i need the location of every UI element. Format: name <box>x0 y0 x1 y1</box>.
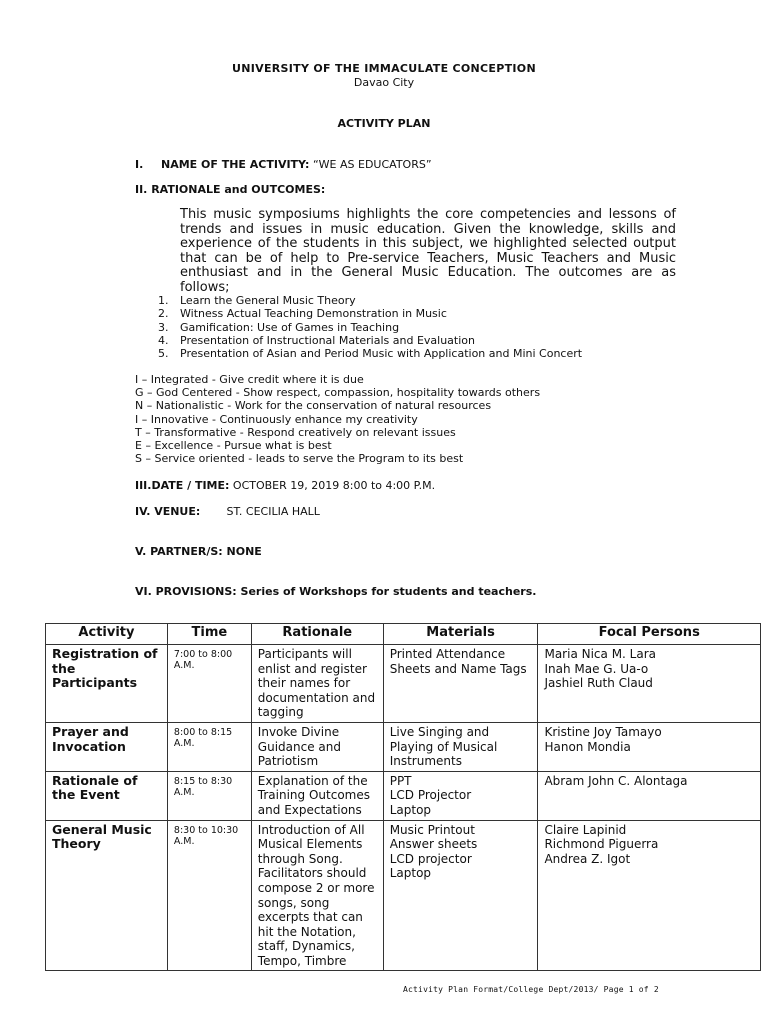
activity-cell: Registration of the Participants <box>46 645 168 723</box>
provisions-table <box>45 623 761 971</box>
section-label: VI. PROVISIONS: Series of Workshops for students and teachers. <box>135 585 537 598</box>
table-row <box>46 722 761 771</box>
table-row <box>46 771 761 820</box>
time-cell: 8:15 to 8:30 A.M. <box>167 771 251 820</box>
list-item: N – Nationalistic - Work for the conservation of natural resources <box>135 399 492 413</box>
section-provisions <box>135 585 536 598</box>
university-name: UNIVERSITY OF THE IMMACULATE CONCEPTION <box>232 62 536 75</box>
table-row <box>46 645 761 723</box>
column-header: Materials <box>383 624 538 645</box>
activity-cell: General Music Theory <box>46 820 168 971</box>
activity-name-value: “WE AS EDUCATORS” <box>312 158 432 171</box>
time-cell: 7:00 to 8:00 A.M. <box>167 645 251 723</box>
city-name: Davao City <box>353 76 415 89</box>
rationale-paragraph: This music symposiums highlights the core competencies and lessons of trends and issues in music education. Given the knowledge, skills and experience of the students in this subject, we highlighted selected output that can be of help to Pre-service Teachers, Music Teachers and Music enthusiast and in the General Music Education. The outcomes are as follows; <box>180 207 676 295</box>
rationale-cell: Explanation of the Training Outcomes and Expectations <box>251 771 383 820</box>
rationale-cell: Invoke Divine Guidance and Patriotism <box>251 722 383 771</box>
table-row <box>46 820 761 971</box>
section-label: NAME OF THE ACTIVITY: <box>161 158 310 171</box>
activity-cell: Prayer and Invocation <box>46 722 168 771</box>
list-item: I – Integrated - Give credit where it is due <box>135 373 364 386</box>
materials-cell: PPT LCD Projector Laptop <box>383 771 538 820</box>
column-header: Activity <box>46 624 168 645</box>
column-header: Focal Persons <box>538 624 761 645</box>
section-partners <box>135 545 262 558</box>
list-item: G – God Centered - Show respect, compassion, hospitality towards others <box>135 386 541 400</box>
table-header-row <box>46 624 761 645</box>
core-values-list <box>135 373 540 465</box>
list-item: T – Transformative - Respond creatively on relevant issues <box>135 425 456 439</box>
rationale-cell: Participants will enlist and register their names for documentation and tagging <box>251 645 383 723</box>
section-label: IV. VENUE: <box>135 505 201 518</box>
section-rationale-heading <box>135 183 325 196</box>
list-item: I – Innovative - Continuously enhance my creativity <box>135 412 418 426</box>
column-header: Rationale <box>251 624 383 645</box>
activity-cell: Rationale of the Event <box>46 771 168 820</box>
persons-cell: Maria Nica M. Lara Inah Mae G. Ua-o Jashiel Ruth Claud <box>538 645 761 723</box>
persons-cell: Claire Lapinid Richmond Piguerra Andrea Z. Igot <box>538 820 761 971</box>
persons-cell: Kristine Joy Tamayo Hanon Mondia <box>538 722 761 771</box>
section-date-time <box>135 479 435 492</box>
time-cell: 8:30 to 10:30 A.M. <box>167 820 251 971</box>
time-cell: 8:00 to 8:15 A.M. <box>167 722 251 771</box>
list-item: 5. Presentation of Asian and Period Music with Application and Mini Concert <box>158 347 583 361</box>
section-label: II. RATIONALE and OUTCOMES: <box>135 183 326 196</box>
page-footer: Activity Plan Format/College Dept/2013/ Page 1 of 2 <box>403 985 659 994</box>
date-time-value: OCTOBER 19, 2019 8:00 to 4:00 P.M. <box>232 479 436 492</box>
list-item: S – Service oriented - leads to serve the Program to its best <box>135 452 464 466</box>
venue-value: ST. CECILIA HALL <box>226 505 320 518</box>
list-item: 3. Gamification: Use of Games in Teaching <box>158 320 400 334</box>
section-label: III.DATE / TIME: <box>135 479 230 492</box>
section-venue <box>135 505 320 518</box>
section-label: V. PARTNER/S: NONE <box>135 545 262 558</box>
document-title: ACTIVITY PLAN <box>337 117 431 130</box>
section-number: I. <box>135 158 144 171</box>
section-activity-name <box>135 158 432 171</box>
materials-cell: Printed Attendance Sheets and Name Tags <box>383 645 538 723</box>
materials-cell: Live Singing and Playing of Musical Instruments <box>383 722 538 771</box>
materials-cell: Music Printout Answer sheets LCD projector Laptop <box>383 820 538 971</box>
list-item: 1. Learn the General Music Theory <box>158 294 356 307</box>
persons-cell: Abram John C. Alontaga <box>538 771 761 820</box>
list-item: E – Excellence - Pursue what is best <box>135 438 332 452</box>
rationale-cell: Introduction of All Musical Elements through Song. Facilitators should compose 2 or more songs, song excerpts that can hit the Notation, staff, Dynamics, Tempo, Timbre <box>251 820 383 971</box>
list-item: 2. Witness Actual Teaching Demonstration in Music <box>158 307 447 321</box>
column-header: Time <box>167 624 251 645</box>
outcomes-list <box>158 294 582 360</box>
list-item: 4. Presentation of Instructional Materials and Evaluation <box>158 333 475 347</box>
